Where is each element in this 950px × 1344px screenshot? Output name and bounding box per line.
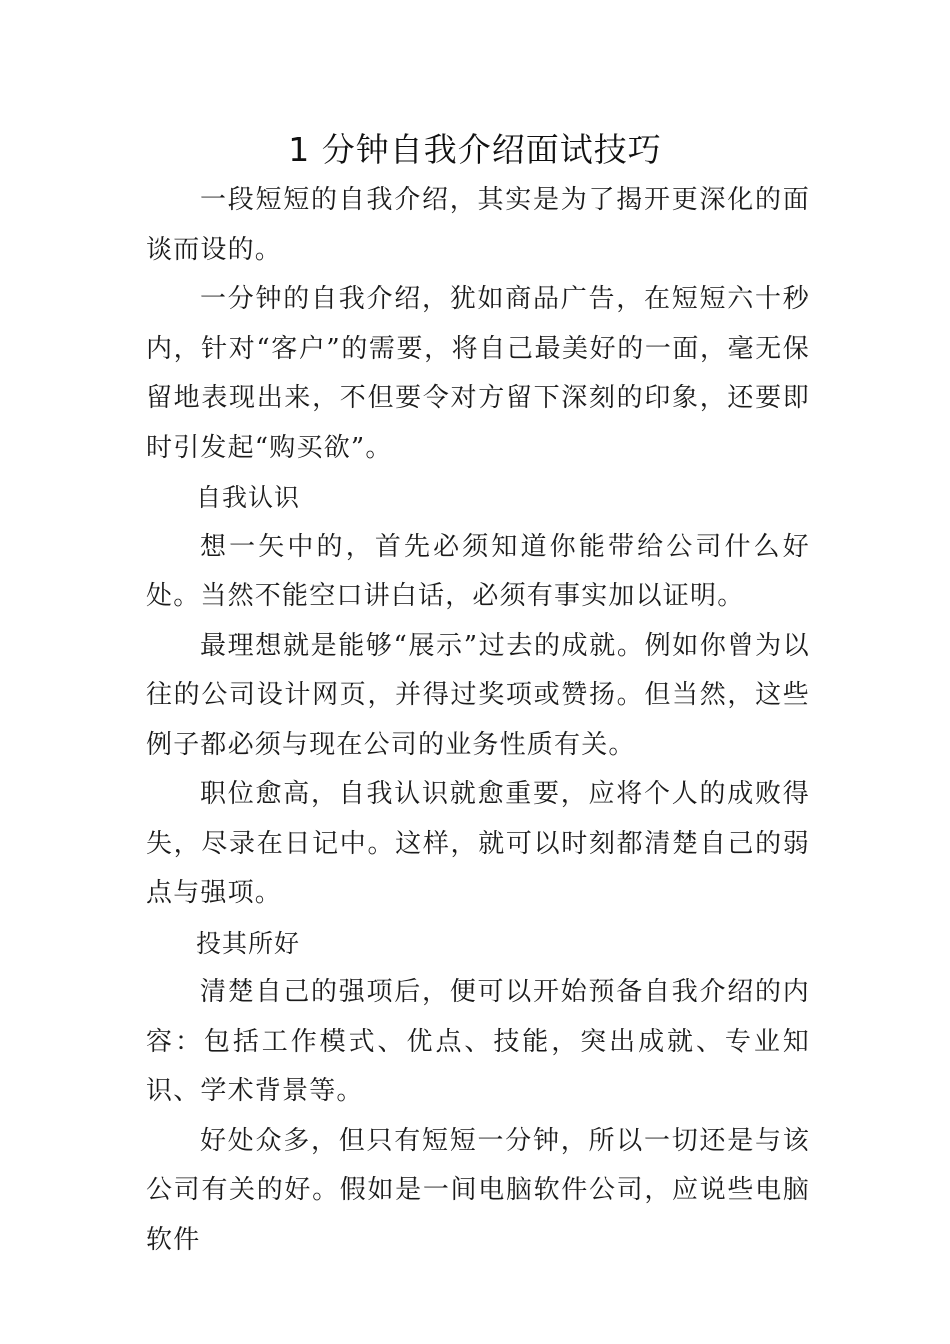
paragraph: 职位愈高，自我认识就愈重要，应将个人的成败得失，尽录在日记中。这样，就可以时刻都清楚自己的弱点与强项。 <box>146 779 810 908</box>
paragraph: 好处众多，但只有短短一分钟，所以一切还是与该公司有关的好。假如是一间电脑软件公司，应说些电脑软件 <box>146 1125 810 1255</box>
section-heading-cater-to-preferences: 投其所好 <box>196 928 301 958</box>
paragraph: 一段短短的自我介绍，其实是为了揭开更深化的面谈而设的。 <box>146 185 810 265</box>
paragraph: 清楚自己的强项后，便可以开始预备自我介绍的内容：包括工作模式、优点、技能，突出成就、专业知识、学术背景等。 <box>146 977 810 1106</box>
paragraph: 想一矢中的，首先必须知道你能带给公司什么好处。当然不能空口讲白话，必须有事实加以证明。 <box>146 531 810 611</box>
paragraph: 一分钟的自我介绍，犹如商品广告，在短短六十秒内，针对“客户”的需要，将自己最美好的一面，毫无保留地表现出来，不但要令对方留下深刻的印象，还要即时引发起“购买欲”。 <box>146 284 810 463</box>
document-body <box>146 176 810 1265</box>
section-heading-self-awareness: 自我认识 <box>196 483 301 512</box>
document-title: 1 分钟自我介绍面试技巧 <box>288 130 662 169</box>
paragraph: 最理想就是能够“展示”过去的成就。例如你曾为以往的公司设计网页，并得过奖项或赞扬。但当然，这些例子都必须与现在公司的业务性质有关。 <box>146 630 810 760</box>
